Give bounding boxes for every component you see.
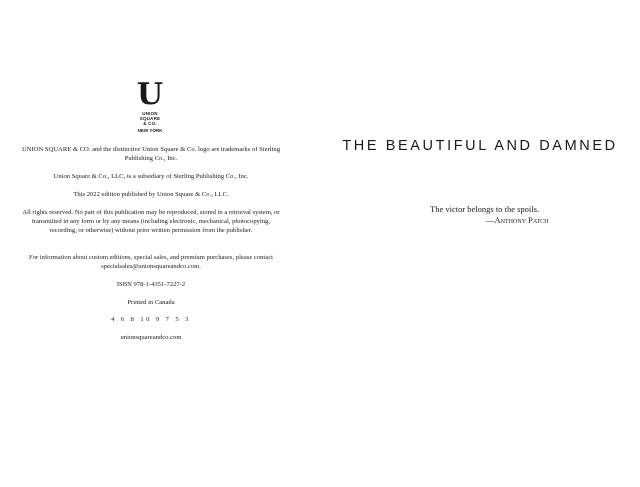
edition-notice: This 2022 edition published by Union Square & Co., LLC. <box>73 191 229 198</box>
publisher-logo-line-3: & CO. <box>143 121 157 126</box>
epigraph-attribution: —Anthony Patch <box>486 215 549 225</box>
title-page <box>320 0 640 487</box>
book-title: THE BEAUTIFUL AND DAMNED <box>342 138 618 154</box>
isbn: ISBN 978-1-4351-7227-2 <box>116 281 186 288</box>
subsidiary-notice: Union Square & Co., LLC, is a subsidiary of Sterling Publishing Co., Inc. <box>53 173 249 180</box>
publisher-logo <box>125 77 175 134</box>
printing-line: 4 6 8 10 9 7 5 3 <box>111 316 191 323</box>
publisher-logo-line-1: UNION <box>142 111 158 116</box>
rights-notice: All rights reserved. No part of this publication may be reproduced, stored in a retrieval system, or transmitted in any form or by any means (including electronic, mechanical, photocopying, recording, or otherwise) without prior written permission from the publisher. <box>22 209 280 234</box>
publisher-logo-city: NEW YORK <box>137 128 163 133</box>
special-sales-notice: For information about custom editions, special sales, and premium purchases, please contact specialsales@unionsquareandco.com. <box>29 254 273 270</box>
epigraph: The victor belongs to the spoils. <box>430 204 540 214</box>
publisher-logo-line-2: SQUARE <box>139 116 161 121</box>
publisher-logo-glyph: U <box>136 77 164 112</box>
printed-in: Printed in Canada <box>127 299 175 306</box>
trademark-notice: UNION SQUARE & CO. and the distinctive Union Square & Co. logo are trademarks of Sterling Publishing Co., Inc. <box>21 146 281 162</box>
publisher-website: unionsquareandco.com <box>120 334 182 341</box>
